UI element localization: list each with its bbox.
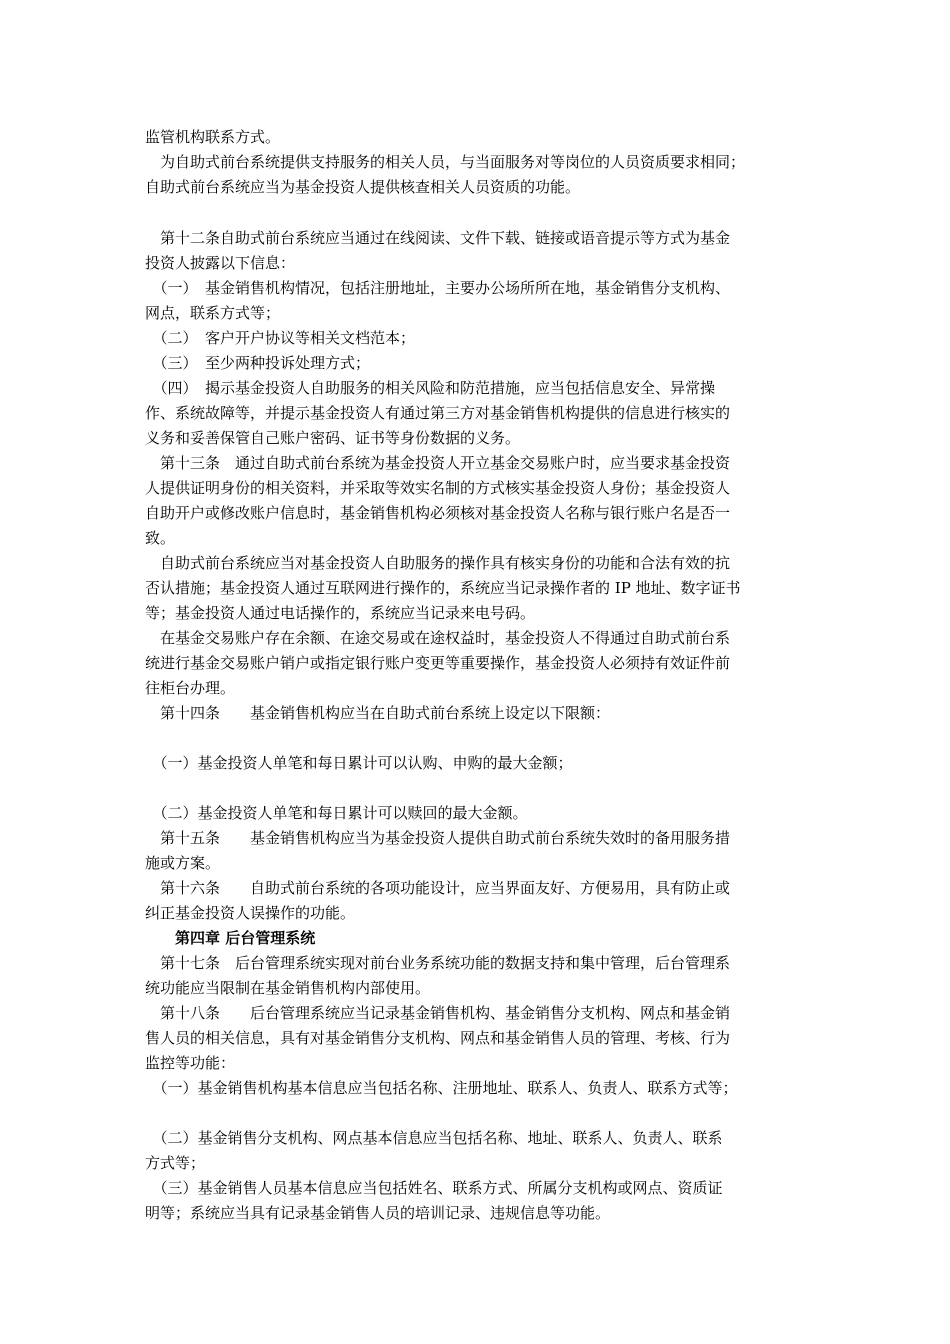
text-line: 纠正基金投资人误操作的功能。 [145,904,356,922]
text-line: 自助开户或修改账户信息时，基金销售机构必须核对基金投资人名称与银行账户名是否一 [145,504,731,522]
text-line: 第十三条 通过自助式前台系统为基金投资人开立基金交易账户时，应当要求基金投资 [145,454,731,472]
text-line: 投资人披露以下信息： [145,254,296,272]
text-line: （一）基金投资人单笔和每日累计可以认购、申购的最大金额； [145,754,573,772]
text-line: （一）基金销售机构基本信息应当包括名称、注册地址、联系人、负责人、联系方式等； [145,1079,738,1097]
text-line: 自助式前台系统应当对基金投资人自助服务的操作具有核实身份的功能和合法有效的抗 [145,554,731,572]
text-line: 第十六条 自助式前台系统的各项功能设计，应当界面友好、方便易用，具有防止或 [145,879,731,897]
text-line: （二） 客户开户协议等相关文档范本； [145,329,416,347]
text-line: 统功能应当限制在基金销售机构内部使用。 [145,979,431,997]
text-line: （三）基金销售人员基本信息应当包括姓名、联系方式、所属分支机构或网点、资质证 [145,1179,723,1197]
text-line: 自助式前台系统应当为基金投资人提供核查相关人员资质的功能。 [145,178,581,196]
text-line: 第十四条 基金销售机构应当在自助式前台系统上设定以下限额： [145,704,611,722]
text-line: 作、系统故障等，并提示基金投资人有通过第三方对基金销售机构提供的信息进行核实的 [145,404,731,422]
text-line: （二）基金投资人单笔和每日累计可以赎回的最大金额。 [145,804,528,822]
text-line: 施或方案。 [145,854,221,872]
text-line: 否认措施；基金投资人通过互联网进行操作的，系统应当记录操作者的 IP 地址、数字证书 [145,579,741,597]
text-line: 监管机构联系方式。 [145,128,281,146]
text-line: 第十二条自助式前台系统应当通过在线阅读、文件下载、链接或语音提示等方式为基金 [145,229,731,247]
text-line: 统进行基金交易账户销户或指定银行账户变更等重要操作，基金投资人必须持有效证件前 [145,654,731,672]
text-line: （三） 至少两种投诉处理方式； [145,354,371,372]
text-line: 致。 [145,529,176,547]
text-line: 人提供证明身份的相关资料，并采取等效实名制的方式核实基金投资人身份；基金投资人 [145,479,731,497]
text-line: 第十七条 后台管理系统实现对前台业务系统功能的数据支持和集中管理，后台管理系 [145,954,731,972]
text-line: （二）基金销售分支机构、网点基本信息应当包括名称、地址、联系人、负责人、联系 [145,1129,723,1147]
text-line: 网点，联系方式等； [145,304,281,322]
chapter-heading: 第四章 后台管理系统 [145,929,316,947]
text-line: 等；基金投资人通过电话操作的，系统应当记录来电号码。 [145,604,536,622]
text-line: 第十五条 基金销售机构应当为基金投资人提供自助式前台系统失效时的备用服务措 [145,829,731,847]
text-line: （四） 揭示基金投资人自助服务的相关风险和防范措施，应当包括信息安全、异常操 [145,379,716,397]
text-line: 售人员的相关信息，具有对基金销售分支机构、网点和基金销售人员的管理、考核、行为 [145,1029,731,1047]
text-line: 监控等功能： [145,1054,236,1072]
text-line: 第十八条 后台管理系统应当记录基金销售机构、基金销售分支机构、网点和基金销 [145,1004,731,1022]
text-line: 往柜台办理。 [145,679,236,697]
text-line: 明等；系统应当具有记录基金销售人员的培训记录、违规信息等功能。 [145,1204,611,1222]
text-line: 义务和妥善保管自己账户密码、证书等身份数据的义务。 [145,429,521,447]
text-line: 为自助式前台系统提供支持服务的相关人员，与当面服务对等岗位的人员资质要求相同； [145,153,746,171]
text-line: （一） 基金销售机构情况，包括注册地址，主要办公场所所在地，基金销售分支机构、 [145,279,731,297]
text-line: 方式等； [145,1154,206,1172]
text-line: 在基金交易账户存在余额、在途交易或在途权益时，基金投资人不得通过自助式前台系 [145,629,731,647]
